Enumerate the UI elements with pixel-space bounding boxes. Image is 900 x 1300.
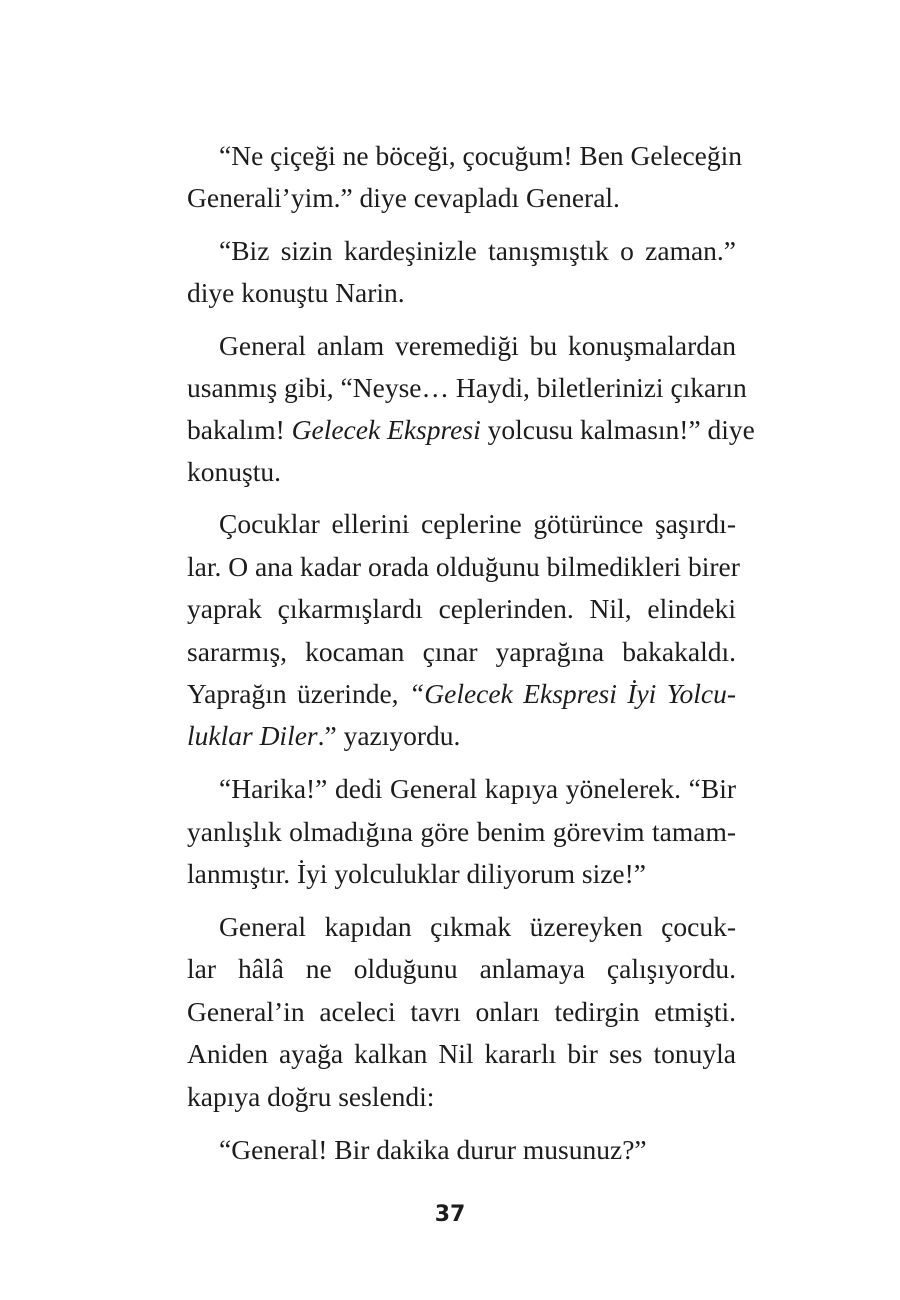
- text-line: diye konuştu Narin.: [187, 277, 405, 308]
- text-line: [187, 410, 755, 450]
- text-run: Yaprağın üzerinde,: [187, 678, 409, 709]
- text-run: .” yazıyordu.: [317, 720, 461, 751]
- text-line: yaprak çıkarmışlardı ceplerinden. Nil, elindeki: [187, 593, 736, 624]
- text-line: Generali’yim.” diye cevapladı General.: [187, 182, 620, 213]
- text-line: sararmış, kocaman çınar yaprağına bakakaldı.: [187, 636, 736, 667]
- text-line: lar hâlâ ne olduğunu anlamaya çalışıyordu.: [187, 953, 736, 984]
- text-run: yolcusu kalmasın!” diye: [480, 414, 755, 445]
- text-line: Çocuklar ellerini ceplerine götürünce şaşırdı-: [219, 508, 736, 539]
- text-line: [187, 716, 460, 756]
- text-line: “Ne çiçeği ne böceği, çocuğum! Ben Geleceğin: [219, 140, 743, 171]
- text-line: Aniden ayağa kalkan Nil kararlı bir ses tonuyla: [187, 1038, 736, 1069]
- text-line: yanlışlık olmadığına göre benim görevim tamam-: [187, 816, 736, 847]
- text-line: “General! Bir dakika durur musunuz?”: [219, 1134, 647, 1165]
- text-line: General kapıdan çıkmak üzereyken çocuk-: [219, 911, 736, 942]
- italic-title: Gelecek Ekspresi: [291, 414, 481, 445]
- text-line: lar. O ana kadar orada olduğunu bilmedikleri birer: [187, 551, 740, 582]
- italic-quote: luklar Diler: [187, 720, 318, 751]
- text-line: General anlam veremediği bu konuşmalardan: [219, 330, 736, 361]
- text-line: [187, 674, 736, 714]
- text-line: “Biz sizin kardeşinizle tanışmıştık o zaman.”: [219, 235, 736, 266]
- text-line: usanmış gibi, “Neyse… Haydi, biletlerinizi çıkarın: [187, 372, 747, 403]
- italic-quote: “Gelecek Ekspresi İyi Yolcu-: [408, 678, 736, 709]
- text-line: General’in aceleci tavrı onları tedirgin etmişti.: [187, 996, 736, 1027]
- text-line: kapıya doğru seslendi:: [187, 1081, 435, 1112]
- text-run: bakalım!: [187, 414, 292, 445]
- text-line: konuştu.: [187, 456, 281, 487]
- text-line: “Harika!” dedi General kapıya yönelerek. “Bir: [219, 773, 736, 804]
- page-number: 37: [434, 1202, 466, 1227]
- text-line: lanmıştır. İyi yolculuklar diliyorum size!”: [187, 858, 647, 889]
